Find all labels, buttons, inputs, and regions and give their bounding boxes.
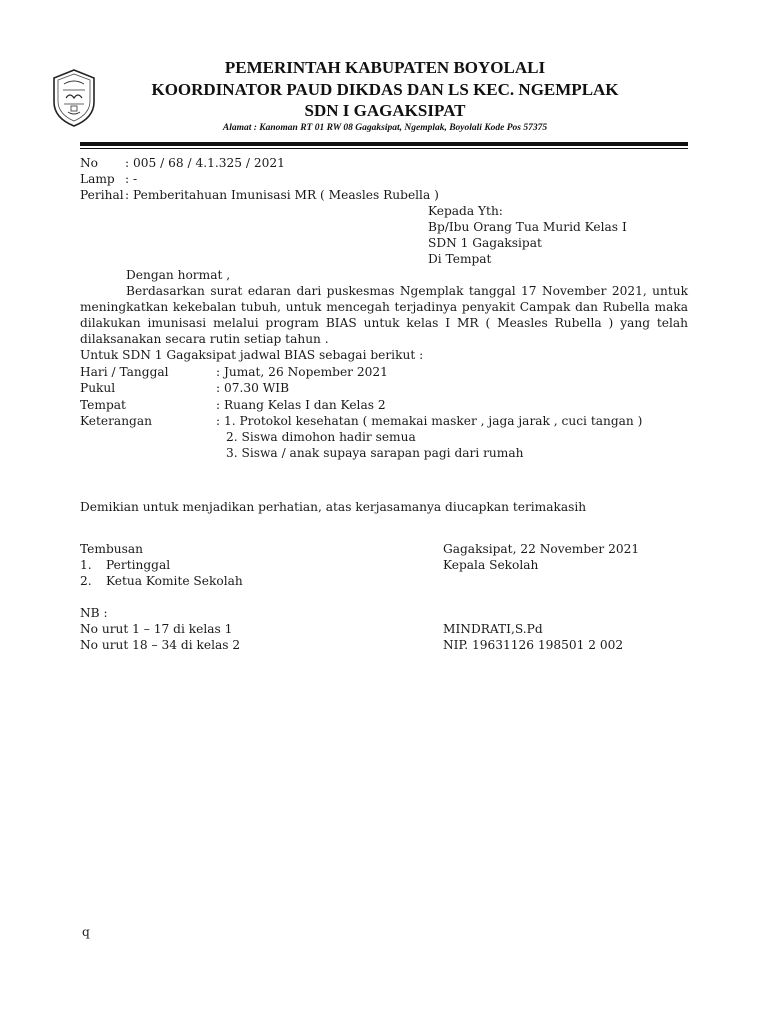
signer-position: Kepala Sekolah xyxy=(443,558,539,572)
recipient-line-4: Di Tempat xyxy=(428,252,492,266)
lamp-value: : - xyxy=(125,172,138,186)
recipient-line-2: Bp/Ibu Orang Tua Murid Kelas I xyxy=(428,220,627,234)
pukul-value: : 07.30 WIB xyxy=(216,381,290,395)
regency-emblem-icon xyxy=(50,68,98,128)
footer-mark: q xyxy=(82,925,90,939)
recipient-line-1: Kepada Yth: xyxy=(428,204,503,218)
tembusan-item-1-num: 1. xyxy=(80,558,92,572)
tembusan-item-2-num: 2. xyxy=(80,574,92,588)
nb-line-1: No urut 1 – 17 di kelas 1 xyxy=(80,622,233,636)
perihal-value: : Pemberitahuan Imunisasi MR ( Measles Rubella ) xyxy=(125,188,439,202)
tempat-value: : Ruang Kelas I dan Kelas 2 xyxy=(216,398,386,412)
header-divider-thin xyxy=(80,148,688,149)
nb-title: NB : xyxy=(80,606,108,620)
no-value: : 005 / 68 / 4.1.325 / 2021 xyxy=(125,156,285,170)
tempat-label: Tempat xyxy=(80,398,126,412)
body-paragraph-text: Berdasarkan surat edaran dari puskesmas Ngemplak tanggal 17 November 2021, untuk meningkatkan kekebalan tubuh, untuk mencegah terjadinya penyakit Campak dan Rubella maka dilakukan imunisasi melalui program BIAS untuk kelas I MR ( Measles Rubella ) yang telah dilaksanakan secara rutin setiap tahun . xyxy=(80,284,688,346)
tembusan-item-2: Ketua Komite Sekolah xyxy=(106,574,243,588)
signer-name: MINDRATI,S.Pd xyxy=(443,622,543,636)
header-line-2: KOORDINATOR PAUD DIKDAS DAN LS KEC. NGEMPLAK xyxy=(151,80,619,99)
no-label: No xyxy=(80,156,99,170)
keterangan-item-1: : 1. Protokol kesehatan ( memakai masker , jaga jarak , cuci tangan ) xyxy=(216,414,643,428)
pukul-label: Pukul xyxy=(80,381,116,395)
hari-label: Hari / Tanggal xyxy=(80,365,169,379)
perihal-label: Perihal xyxy=(80,188,124,202)
greeting: Dengan hormat , xyxy=(126,268,231,282)
header-divider-thick xyxy=(80,142,688,146)
hari-value: : Jumat, 26 Nopember 2021 xyxy=(216,365,388,379)
keterangan-label: Keterangan xyxy=(80,414,152,428)
header-line-1: PEMERINTAH KABUPATEN BOYOLALI xyxy=(224,58,546,77)
tembusan-item-1: Pertinggal xyxy=(106,558,171,572)
body-paragraph xyxy=(80,283,688,347)
closing-sentence: Demikian untuk menjadikan perhatian, atas kerjasamanya diucapkan terimakasih xyxy=(80,500,587,514)
nb-line-2: No urut 18 – 34 di kelas 2 xyxy=(80,638,241,652)
schedule-intro: Untuk SDN 1 Gagaksipat jadwal BIAS sebagai berikut : xyxy=(80,348,424,362)
header-line-3: SDN I GAGAKSIPAT xyxy=(304,101,466,120)
tembusan-title: Tembusan xyxy=(80,542,143,556)
keterangan-item-3: 3. Siswa / anak supaya sarapan pagi dari rumah xyxy=(226,446,524,460)
signer-nip: NIP. 19631126 198501 2 002 xyxy=(443,638,624,652)
recipient-line-3: SDN 1 Gagaksipat xyxy=(428,236,542,250)
header-address: Alamat : Kanoman RT 01 RW 08 Gagaksipat, Ngemplak, Boyolali Kode Pos 57375 xyxy=(222,123,548,133)
place-date: Gagaksipat, 22 November 2021 xyxy=(443,542,640,556)
lamp-label: Lamp xyxy=(80,172,115,186)
keterangan-item-2: 2. Siswa dimohon hadir semua xyxy=(226,430,416,444)
